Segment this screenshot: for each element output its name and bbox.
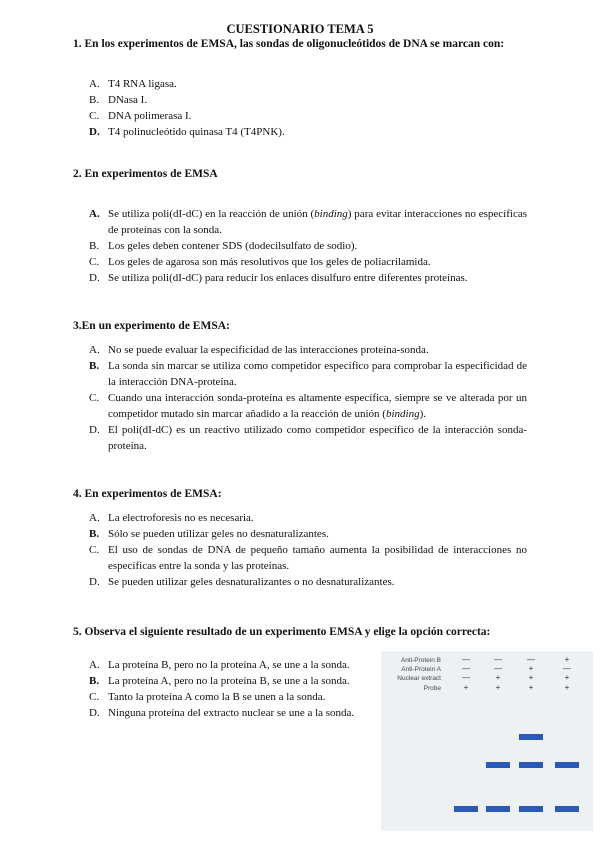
gel-band-free-probe xyxy=(555,806,579,812)
gel-band-shift xyxy=(519,762,543,768)
option-text: T4 RNA ligasa. xyxy=(108,78,177,90)
option-5a[interactable] xyxy=(89,657,372,673)
option-text: Tanto la proteína A como la B se unen a la sonda. xyxy=(108,691,326,703)
question-4-options xyxy=(89,510,527,590)
option-letter: B. xyxy=(89,675,100,687)
question-1-title: 1. En los experimentos de EMSA, las sondas de oligonucleótidos de DNA se marcan con: xyxy=(73,38,505,50)
option-2b[interactable] xyxy=(89,238,527,254)
option-text: Se utiliza poli(dI-dC) en la reacción de unión (binding) para evitar interacciones no específicas de proteínas con la sonda. xyxy=(108,208,527,236)
question-3-options xyxy=(89,342,527,454)
gel-band-free-probe xyxy=(519,806,543,812)
option-letter: C. xyxy=(89,256,100,268)
option-letter: B. xyxy=(89,528,100,540)
option-text: T4 polinucleótido quinasa T4 (T4PNK). xyxy=(108,126,285,138)
option-2a[interactable] xyxy=(89,206,527,238)
option-1c[interactable] xyxy=(89,108,527,124)
emsa-gel-figure xyxy=(381,651,593,831)
option-text: DNA polimerasa I. xyxy=(108,110,192,122)
option-text: Los geles deben contener SDS (dodecilsulfato de sodio). xyxy=(108,240,358,252)
gel-condition-mark: — xyxy=(527,655,535,664)
option-letter: C. xyxy=(89,691,100,703)
gel-condition-mark: + xyxy=(495,673,501,682)
option-text: Ninguna proteína del extracto nuclear se une a la sonda. xyxy=(108,707,355,719)
question-2-options xyxy=(89,206,527,286)
gel-condition-mark: + xyxy=(564,683,570,692)
option-4c[interactable] xyxy=(89,542,527,574)
option-text: La proteína B, pero no la proteína A, se une a la sonda. xyxy=(108,659,350,671)
option-2c[interactable] xyxy=(89,254,527,270)
gel-condition-mark: — xyxy=(494,655,502,664)
gel-condition-mark: — xyxy=(563,664,571,673)
gel-condition-mark: + xyxy=(528,673,534,682)
option-letter: A. xyxy=(89,512,100,524)
option-3b[interactable] xyxy=(89,358,527,390)
option-text: El poli(dI-dC) es un reactivo utilizado como competidor específico de la interacción sonda-proteína. xyxy=(108,424,527,452)
option-letter: A. xyxy=(89,344,100,356)
gel-condition-mark: — xyxy=(462,655,470,664)
option-1b[interactable] xyxy=(89,92,527,108)
option-1d[interactable] xyxy=(89,124,527,140)
option-text: Sólo se pueden utilizar geles no desnaturalizantes. xyxy=(108,528,329,540)
gel-condition-mark: + xyxy=(528,664,534,673)
option-letter: B. xyxy=(89,240,100,252)
option-text: El uso de sondas de DNA de pequeño tamaño aumenta la posibilidad de interacciones no específicas entre la sonda y las proteínas. xyxy=(108,544,527,572)
gel-row-label: Probe xyxy=(423,685,441,692)
gel-band-free-probe xyxy=(486,806,510,812)
gel-condition-mark: + xyxy=(564,673,570,682)
option-3c[interactable] xyxy=(89,390,527,422)
option-letter: A. xyxy=(89,208,100,220)
option-text: DNasa I. xyxy=(108,94,148,106)
question-1-options xyxy=(89,76,527,140)
gel-condition-mark: — xyxy=(462,664,470,673)
gel-row-label: Anti-Protein B xyxy=(400,657,441,664)
option-letter: D. xyxy=(89,272,100,284)
option-letter: C. xyxy=(89,392,100,404)
option-letter: D. xyxy=(89,707,100,719)
gel-row-label: Anti-Protein A xyxy=(401,666,441,673)
option-4b[interactable] xyxy=(89,526,527,542)
question-5-title: 5. Observa el siguiente resultado de un experimento EMSA y elige la opción correcta: xyxy=(73,626,491,638)
option-text: La electroforesis no es necesaria. xyxy=(108,512,254,524)
gel-condition-mark: — xyxy=(494,664,502,673)
option-2d[interactable] xyxy=(89,270,527,286)
option-letter: D. xyxy=(89,424,100,436)
gel-band-free-probe xyxy=(454,806,478,812)
option-letter: C. xyxy=(89,110,100,122)
option-text: Cuando una interacción sonda-proteína es altamente específica, siempre se ve alterada por un competidor mutado sin marcar añadido a la reacción de unión (binding). xyxy=(108,392,527,420)
question-4-title: 4. En experimentos de EMSA: xyxy=(73,488,222,500)
gel-condition-mark: + xyxy=(528,683,534,692)
gel-band-shift xyxy=(486,762,510,768)
question-2-title: 2. En experimentos de EMSA xyxy=(73,168,218,180)
option-3a[interactable] xyxy=(89,342,527,358)
gel-row-label: Nuclear extract xyxy=(397,675,441,682)
gel-condition-mark: + xyxy=(495,683,501,692)
option-4d[interactable] xyxy=(89,574,527,590)
option-3d[interactable] xyxy=(89,422,527,454)
option-text: La sonda sin marcar se utiliza como competidor específico para comprobar la especificidad de la interacción DNA-proteína. xyxy=(108,360,527,388)
page-title: CUESTIONARIO TEMA 5 xyxy=(226,22,374,36)
option-letter: C. xyxy=(89,544,100,556)
gel-condition-mark: + xyxy=(463,683,469,692)
option-letter: A. xyxy=(89,659,100,671)
gel-condition-mark: + xyxy=(564,655,570,664)
option-letter: D. xyxy=(89,576,100,588)
option-text: No se puede evaluar la especificidad de las interacciones proteína-sonda. xyxy=(108,344,429,356)
option-text: Los geles de agarosa son más resolutivos que los geles de poliacrilamida. xyxy=(108,256,431,268)
option-5b[interactable] xyxy=(89,673,372,689)
option-text: Se pueden utilizar geles desnaturalizantes o no desnaturalizantes. xyxy=(108,576,395,588)
option-letter: A. xyxy=(89,78,100,90)
gel-condition-mark: — xyxy=(462,673,470,682)
option-5d[interactable] xyxy=(89,705,372,721)
question-3-title: 3.En un experimento de EMSA: xyxy=(73,320,230,332)
option-5c[interactable] xyxy=(89,689,372,705)
gel-band-shift xyxy=(555,762,579,768)
option-text: La proteína A, pero no la proteína B, se une a la sonda. xyxy=(108,675,350,687)
gel-band-supershift xyxy=(519,734,543,740)
option-text: Se utiliza poli(dI-dC) para reducir los enlaces disulfuro entre diferentes proteínas. xyxy=(108,272,468,284)
option-letter: D. xyxy=(89,126,100,138)
option-letter: B. xyxy=(89,94,100,106)
question-5-options xyxy=(89,657,372,721)
option-4a[interactable] xyxy=(89,510,527,526)
option-letter: B. xyxy=(89,360,100,372)
option-1a[interactable] xyxy=(89,76,527,92)
